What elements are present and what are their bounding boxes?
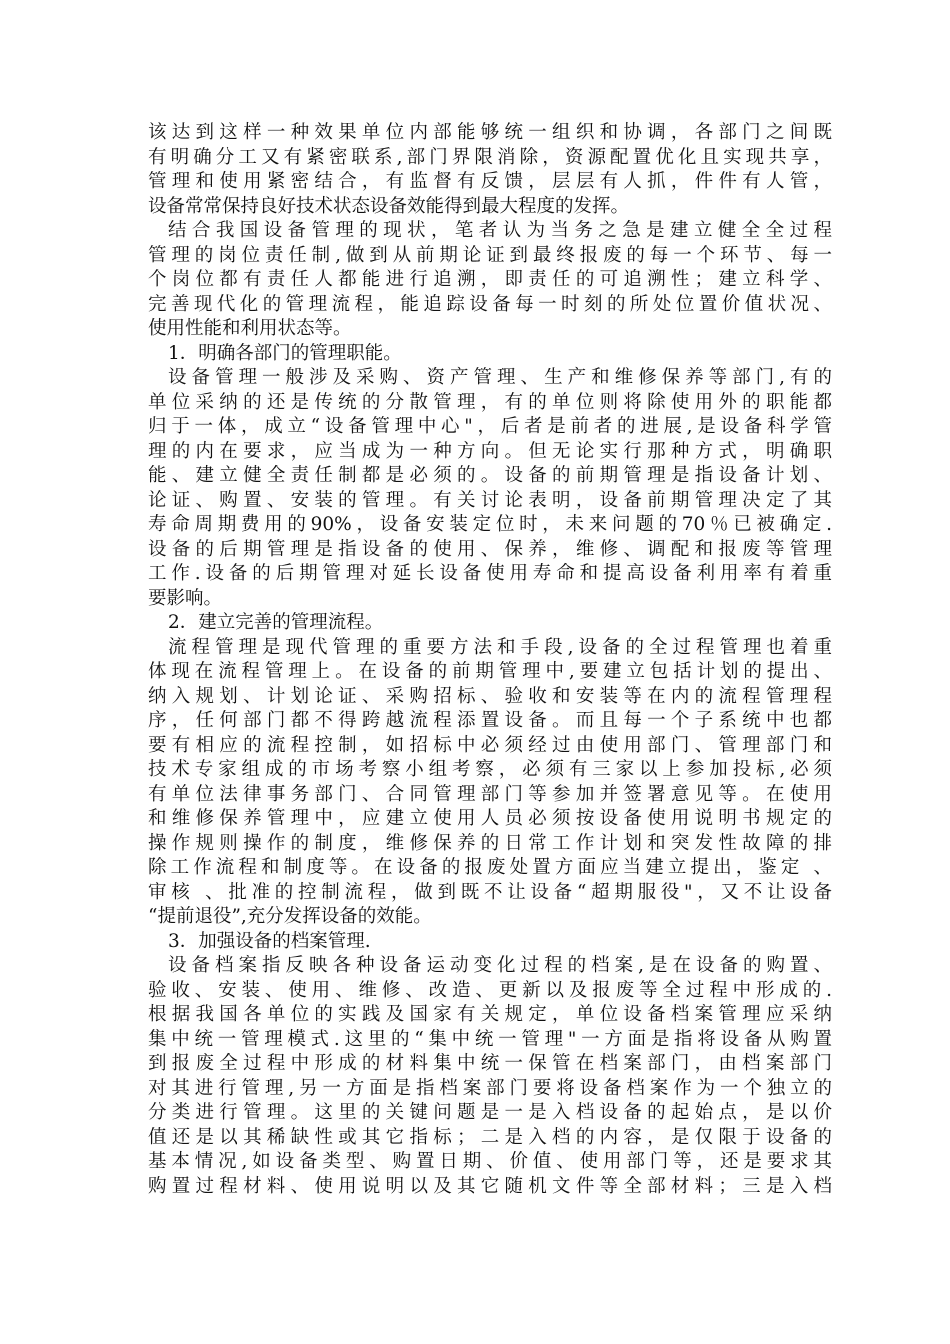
text-line: 流程管理是现代管理的重要方法和手段,设备的全过程管理也着重 (168, 636, 832, 658)
text-line: 审核 、批准的控制流程，做到既不让设备“超期服役"，又不让设备 (148, 881, 832, 903)
text-line: 根据我国各单位的实践及国家有关规定，单位设备档案管理应采纳 (148, 1004, 832, 1025)
text-line: 结合我国设备管理的现状，笔者认为当务之急是建立健全全过程 (168, 220, 832, 241)
text-line: 纳入规划、计划论证、采购招标、验收和安装等在内的流程管理程 (148, 685, 832, 707)
text-line: 有明确分工又有紧密联系,部门界限消除，资源配置优化且实现共享， (148, 146, 832, 168)
text-line: 单位采纳的还是传统的分散管理，有的单位则将除使用外的职能都 (148, 391, 832, 413)
text-line: 序，任何部门都不得跨越流程添置设备。而且每一个子系统中也都 (148, 710, 832, 731)
text-line: 要影响。 (148, 587, 223, 609)
text-line: 设备常常保持良好技术状态设备效能得到最大程度的发挥。 (148, 195, 630, 217)
text-line: 到报废全过程中形成的材料集中统一保管在档案部门，由档案部门 (148, 1053, 832, 1074)
text-line: 寿命周期费用的90%，设备安装定位时，未来问题的70％已被确定. (148, 514, 832, 535)
text-line: 体现在流程管理上。在设备的前期管理中,要建立包括计划的提出、 (148, 661, 832, 682)
text-line: 设备的后期管理是指设备的使用、保养，维修、调配和报废等管理 (148, 538, 832, 560)
text-line: 2．建立完善的管理流程。 (168, 612, 384, 633)
text-line: 归于一体，成立“设备管理中心"，后者是前者的进展,是设备科学管 (148, 416, 832, 437)
text-line: 设备管理一般涉及采购、资产管理、生产和维修保养等部门,有的 (168, 367, 832, 388)
text-line: 3．加强设备的档案管理. (168, 930, 371, 952)
text-line: 和维修保养管理中，应建立使用人员必须按设备使用说明书规定的 (148, 808, 832, 829)
text-line: 论证、购置、安装的管理。有关讨论表明，设备前期管理决定了其 (148, 489, 832, 511)
text-line: 要有相应的流程控制，如招标中必须经过由使用部门、管理部门和 (148, 734, 832, 756)
text-line: 集中统一管理模式.这里的“集中统一管理"一方面是指将设备从购置 (148, 1028, 832, 1050)
text-line: 技术专家组成的市场考察小组考察，必须有三家以上参加投标,必须 (148, 759, 832, 780)
text-line: 理的内在要求，应当成为一种方向。但无论实行那种方式，明确职 (148, 440, 832, 462)
text-line: 验收、安装、使用、维修、改造、更新以及报废等全过程中形成的. (148, 979, 832, 1001)
text-line: 除工作流程和制度等。在设备的报废处置方面应当建立提出，鉴定 、 (148, 857, 832, 878)
document-body (148, 121, 832, 1199)
text-line: 购置过程材料、使用说明以及其它随机文件等全部材料；三是入档 (148, 1175, 832, 1197)
text-line: 工作.设备的后期管理对延长设备使用寿命和提高设备利用率有着重 (148, 563, 832, 584)
text-line: 个岗位都有责任人都能进行追溯，即责任的可追溯性；建立科学、 (148, 269, 832, 290)
text-line: 分类进行管理。这里的关键问题是一是入档设备的起始点，是以价 (148, 1102, 832, 1123)
text-line: 对其进行管理,另一方面是指档案部门要将设备档案作为一个独立的 (148, 1077, 832, 1099)
text-line: 操作规则操作的制度，维修保养的日常工作计划和突发性故障的排 (148, 832, 832, 854)
text-line: 管理和使用紧密结合，有监督有反馈，层层有人抓，件件有人管， (148, 171, 832, 192)
text-line: 值还是以其稀缺性或其它指标；二是入档的内容，是仅限于设备的 (148, 1126, 832, 1148)
text-line: 该达到这样一种效果单位内部能够统一组织和协调，各部门之间既 (148, 122, 832, 143)
text-line: 管理的岗位责任制,做到从前期论证到最终报废的每一个环节、每一 (148, 244, 832, 266)
text-line: 1．明确各部门的管理职能。 (168, 342, 402, 364)
text-line: 有单位法律事务部门、合同管理部门等参加并签署意见等。在使用 (148, 783, 832, 805)
text-line: 使用性能和利用状态等。 (148, 318, 352, 339)
text-line: 基本情况,如设备类型、购置日期、价值、使用部门等，还是要求其 (148, 1151, 832, 1172)
text-line: “提前退役”,充分发挥设备的效能。 (148, 906, 432, 927)
text-line: 能、建立健全责任制都是必须的。设备的前期管理是指设备计划、 (148, 465, 832, 486)
text-line: 设备档案指反映各种设备运动变化过程的档案,是在设备的购置、 (168, 955, 832, 976)
text-line: 完善现代化的管理流程，能追踪设备每一时刻的所处位置价值状况、 (148, 293, 832, 315)
